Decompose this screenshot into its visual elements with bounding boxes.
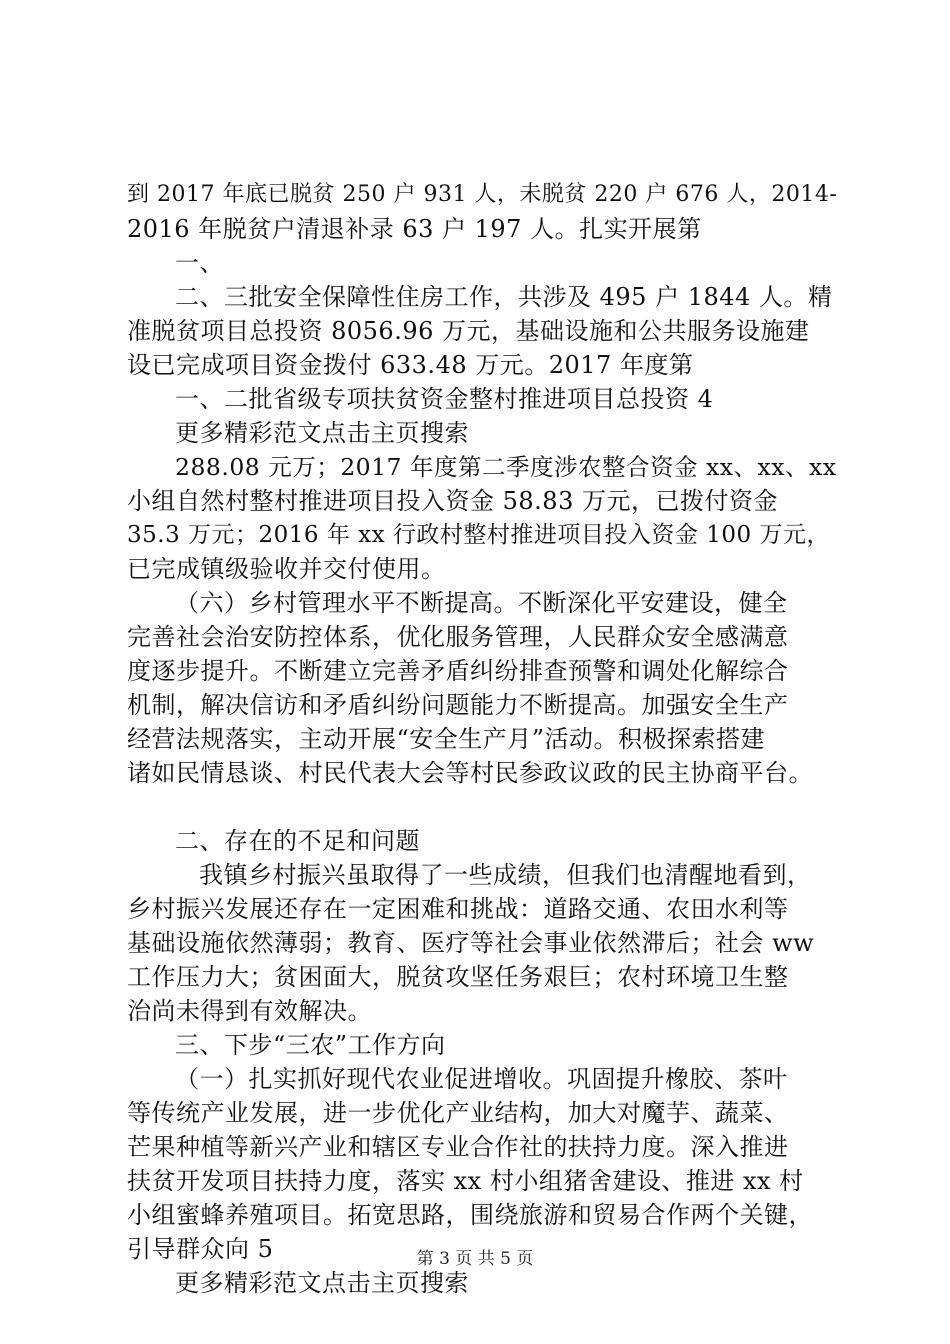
- text-line: 乡村振兴发展还存在一定困难和挑战：道路交通、农田水利等: [127, 895, 789, 923]
- text-line: 三、下步“三农”工作方向: [175, 1031, 446, 1059]
- text-line: 更多精彩范文点击主页搜索: [175, 419, 469, 447]
- page-footer: 第 3 页 共 5 页: [416, 1249, 534, 1269]
- document-body: [127, 178, 839, 1300]
- text-line: 一、二批省级专项扶贫资金整村推进项目总投资 4: [175, 385, 714, 413]
- text-line: 机制，解决信访和矛盾纠纷问题能力不断提高。加强安全生产: [127, 691, 789, 719]
- text-line: （六）乡村管理水平不断提高。不断深化平安建设，健全: [175, 589, 788, 617]
- text-line: 度逐步提升。不断建立完善矛盾纠纷排查预警和调处化解综合: [127, 657, 789, 685]
- text-line: 更多精彩范文点击主页搜索: [175, 1269, 469, 1297]
- text-line: 芒果种植等新兴产业和辖区专业合作社的扶持力度。深入推进: [127, 1133, 789, 1161]
- text-line: 我镇乡村振兴虽取得了一些成绩，但我们也清醒地看到，: [199, 861, 812, 889]
- text-line: 等传统产业发展，进一步优化产业结构，加大对魔芋、蔬菜、: [127, 1099, 789, 1127]
- text-line: 一、: [175, 249, 224, 277]
- text-line: 诸如民情恳谈、村民代表大会等村民参政议政的民主协商平台。: [127, 759, 813, 787]
- text-line: 小组蜜蜂养殖项目。拓宽思路，围绕旅游和贸易合作两个关键，: [127, 1201, 813, 1229]
- text-line: 二、三批安全保障性住房工作，共涉及 495 户 1844 人。精: [175, 283, 833, 311]
- text-line: [127, 790, 839, 824]
- text-line: （一）扎实抓好现代农业促进增收。巩固提升橡胶、茶叶: [175, 1065, 788, 1093]
- text-line: 已完成镇级验收并交付使用。: [127, 555, 446, 583]
- text-line: 二、存在的不足和问题: [175, 827, 420, 855]
- text-line: 引导群众向 5: [127, 1235, 274, 1263]
- text-line: 完善社会治安防控体系，优化服务管理，人民群众安全感满意: [127, 623, 789, 651]
- text-line: 设已完成项目资金拨付 633.48 万元。2017 年度第: [127, 351, 694, 379]
- text-line: 小组自然村整村推进项目投入资金 58.83 万元，已拨付资金: [127, 487, 778, 515]
- text-line: 扶贫开发项目扶持力度，落实 xx 村小组猪舍建设、推进 xx 村: [127, 1167, 804, 1195]
- text-line: 经营法规落实，主动开展“安全生产月”活动。积极探索搭建: [127, 725, 766, 753]
- text-line: 到 2017 年底已脱贫 250 户 931 人，未脱贫 220 户 676 人，2014-: [127, 182, 838, 207]
- text-line: 治尚未得到有效解决。: [127, 997, 372, 1025]
- text-line: 288.08 元万；2017 年度第二季度涉农整合资金 xx、xx、xx: [175, 453, 837, 481]
- text-line: 35.3 万元；2016 年 xx 行政村整村推进项目投入资金 100 万元，: [127, 522, 830, 548]
- text-line: 基础设施依然薄弱；教育、医疗等社会事业依然滞后；社会 ww: [127, 929, 815, 957]
- text-line: 2016 年脱贫户清退补录 63 户 197 人。扎实开展第: [127, 215, 702, 243]
- text-line: 准脱贫项目总投资 8056.96 万元，基础设施和公共服务设施建: [127, 317, 810, 345]
- text-line: 工作压力大；贫困面大，脱贫攻坚任务艰巨；农村环境卫生整: [127, 963, 789, 991]
